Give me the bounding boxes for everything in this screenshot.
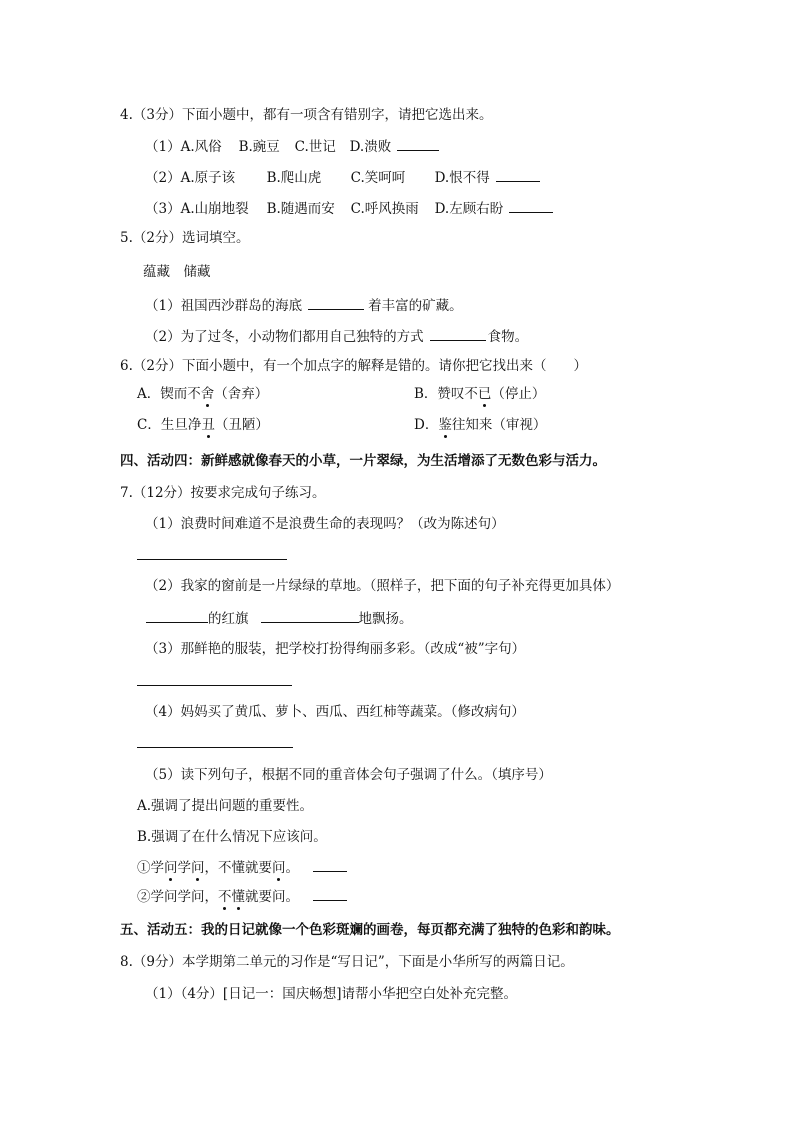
q4-row-2-option-a: A.原子该: [180, 170, 236, 186]
section-4-heading: 四、活动四：新鲜感就像春天的小草，一片翠绿，为生活增添了无数色彩与活力。: [120, 453, 606, 469]
q5-stem: 5.（2分）选词填空。: [120, 230, 250, 246]
q4-row-1-num: （1）: [145, 139, 181, 155]
q6-option-d-post: 往知来（审视）: [451, 417, 547, 433]
q5-sentence-1-post: 着丰富的矿藏。: [368, 298, 463, 314]
q7-emphasis-sentence-2: [137, 886, 347, 906]
q4-row-1-option-d: D.溃败: [349, 139, 392, 155]
q6-option-a-post: （舍弃）: [214, 386, 269, 402]
q6-option-d-dotted-char: 鉴: [438, 417, 452, 433]
q7-part-2-blank-1[interactable]: [146, 608, 208, 623]
q4-row-1-answer-blank[interactable]: [397, 136, 439, 151]
q6-option-b-post: （停止）: [491, 386, 546, 402]
q7-s1-dotted-3: 问: [272, 860, 286, 876]
q6-stem: 6.（2分）下面小题中，有一个加点字的解释是错的。请你把它找出来（ ）: [120, 358, 587, 374]
q4-row-2-option-b: B.爬山虎: [266, 170, 322, 186]
q7-s1-text-2: 学: [177, 860, 191, 876]
q6-option-c-pre: C．生旦净: [137, 417, 202, 433]
q6-option-a-pre: A．锲而不: [137, 386, 201, 402]
q6-option-b: [414, 385, 545, 403]
q7-part-4-answer-line[interactable]: [137, 747, 293, 748]
q7-option-a: A.强调了提出问题的重要性。: [137, 798, 314, 814]
q5-sentence-2-post: 食物。: [487, 329, 529, 345]
q4-row-3-option-a: A.山崩地裂: [180, 201, 249, 217]
q6-option-d: [414, 416, 546, 434]
q7-part-1-answer-line[interactable]: [137, 559, 287, 560]
q5-sentence-2: [145, 326, 528, 346]
q4-row-2-option-c: C.笑呵呵: [350, 170, 406, 186]
q7-s1-text-1: ①学: [137, 860, 164, 876]
q4-row-3-option-d: D.左顾右盼: [434, 201, 504, 217]
q4-row-1: [145, 136, 439, 156]
q6-option-b-dotted-char: 已: [477, 386, 492, 402]
q4-row-1-option-b: B.豌豆: [238, 139, 280, 155]
q4-stem: 4.（3分）下面小题中，都有一项含有错别字，请把它选出来。: [120, 107, 493, 123]
q8-stem: 8.（9分）本学期第二单元的习作是“写日记”，下面是小华所写的两篇日记。: [120, 954, 574, 970]
q7-s1-text-4: 。: [285, 860, 299, 876]
q4-row-3-answer-blank[interactable]: [509, 198, 553, 213]
q4-row-2: [145, 167, 540, 187]
q7-option-b: B.强调了在什么情况下应该问。: [137, 829, 327, 845]
q7-emphasis-sentence-1: [137, 857, 347, 877]
q7-part-2: （2）我家的窗前是一片绿绿的草地。（照样子，把下面的句子补充得更加具体）: [145, 578, 620, 594]
q6-option-a: [137, 385, 268, 403]
q6-option-b-pre: B．赞叹不: [414, 386, 478, 402]
q7-s1-dotted-1: 问: [164, 860, 178, 876]
q7-s1-dotted-2: 问: [191, 860, 205, 876]
q7-s2-dotted-2: 懂: [231, 889, 245, 905]
q7-s2-text-2: 就要问。: [245, 889, 299, 905]
q7-part-5: （5）读下列句子，根据不同的重音体会句子强调了什么。（填序号）: [145, 767, 552, 783]
q7-s2-text-1: ②学问学问，: [137, 889, 218, 905]
q8-part-1: （1）（4分）[日记一：国庆畅想]请帮小华把空白处补充完整。: [145, 986, 517, 1002]
q7-part-2-end: 地飘扬。: [358, 611, 413, 627]
q5-sentence-1: [145, 295, 463, 315]
q6-option-c-dotted-char: 丑: [201, 417, 215, 433]
q5-word-bank: 蕴藏 储藏: [143, 264, 211, 280]
q7-stem: 7.（12分）按要求完成句子练习。: [120, 485, 326, 501]
q7-part-1: （1）浪费时间难道不是浪费生命的表现吗？（改为陈述句）: [145, 516, 505, 532]
q4-row-1-option-c: C.世记: [294, 139, 336, 155]
q4-row-3-option-c: C.呼风换雨: [350, 201, 419, 217]
q7-s1-answer-blank[interactable]: [313, 857, 347, 872]
q7-s2-dotted-1: 不: [218, 889, 232, 905]
q5-sentence-1-blank[interactable]: [308, 295, 364, 310]
q7-part-3: （3）那鲜艳的服装，把学校打扮得绚丽多彩。（改成“被”字句）: [145, 641, 526, 657]
q4-row-2-answer-blank[interactable]: [496, 167, 540, 182]
q4-row-1-option-a: A.风俗: [180, 139, 222, 155]
q4-row-2-option-d: D.恨不得: [434, 170, 490, 186]
q6-option-a-dotted-char: 舍: [200, 386, 215, 402]
q7-part-2-fill: [146, 608, 413, 628]
q7-part-2-blank-2[interactable]: [261, 608, 359, 623]
q6-option-d-pre: D．: [414, 417, 439, 433]
q7-s2-answer-blank[interactable]: [313, 886, 347, 901]
q6-option-c: [137, 416, 269, 434]
q7-s1-text-3: ，不懂就要: [204, 860, 272, 876]
q4-row-3-option-b: B.随遇而安: [266, 201, 335, 217]
q6-option-c-post: （丑陋）: [214, 417, 269, 433]
q5-sentence-2-blank[interactable]: [430, 326, 486, 341]
q7-part-2-mid: 的红旗: [208, 611, 249, 627]
q5-sentence-2-pre: （2）为了过冬，小动物们都用自己独特的方式: [145, 329, 424, 345]
q7-part-3-answer-line[interactable]: [137, 685, 292, 686]
q4-row-3: [145, 198, 553, 218]
q4-row-3-num: （3）: [145, 201, 181, 217]
q7-part-4: （4）妈妈买了黄瓜、萝卜、西瓜、西红柿等蔬菜。（修改病句）: [145, 704, 525, 720]
q4-row-2-num: （2）: [145, 170, 181, 186]
q5-sentence-1-pre: （1）祖国西沙群岛的海底: [145, 298, 303, 314]
section-5-heading: 五、活动五：我的日记就像一个色彩斑斓的画卷，每页都充满了独特的色彩和韵味。: [120, 922, 620, 938]
